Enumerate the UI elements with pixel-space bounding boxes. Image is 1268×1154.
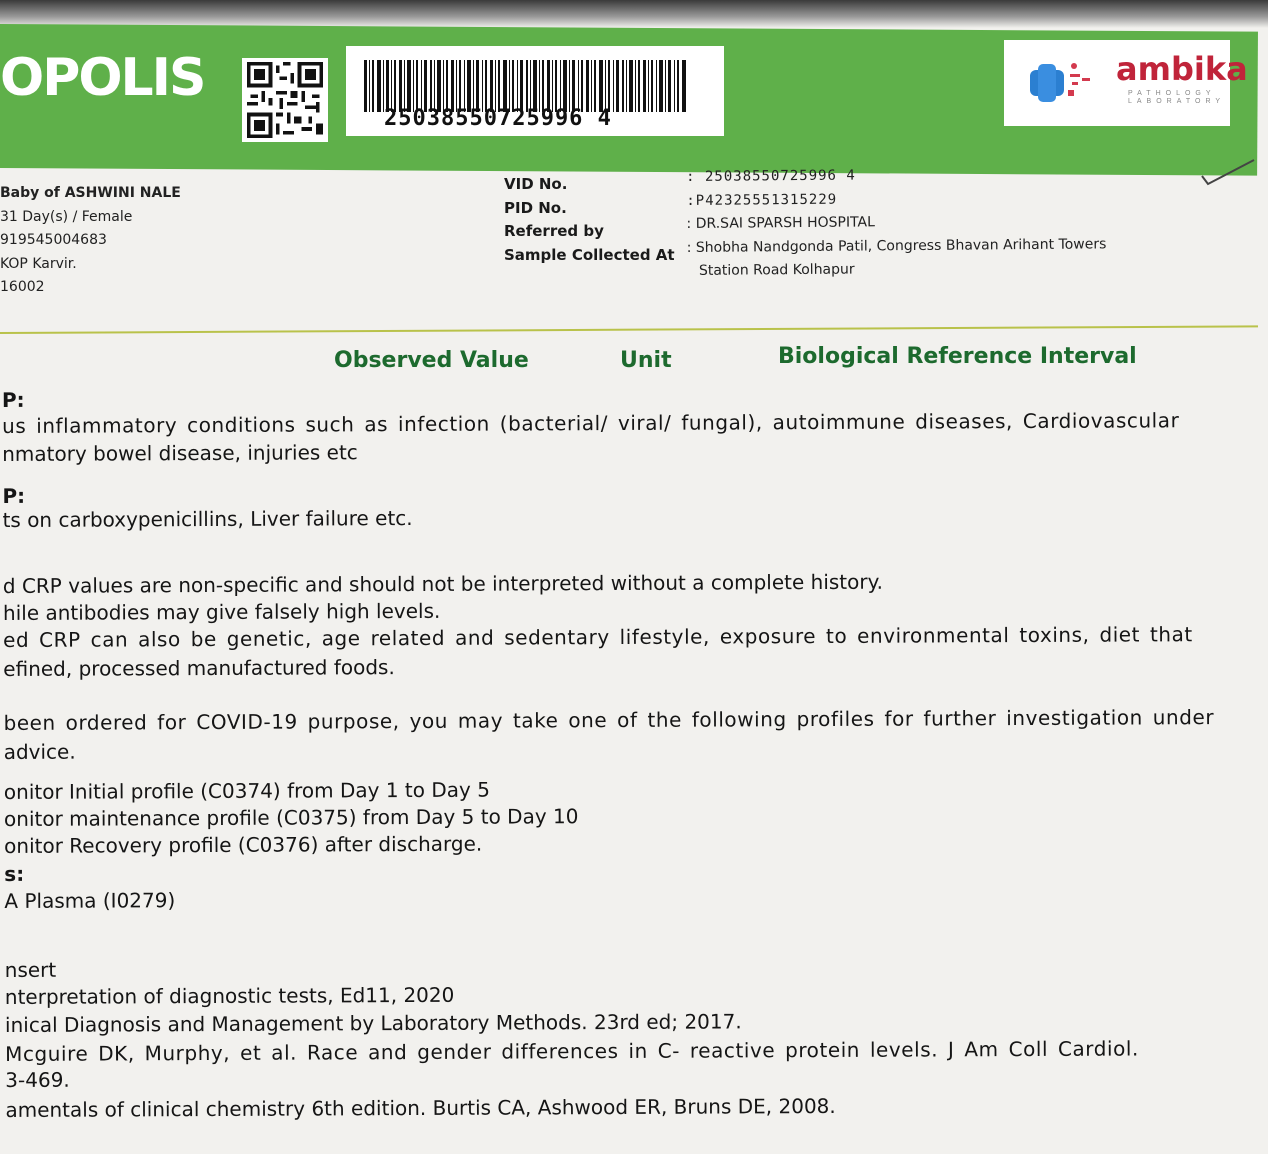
note-line: d CRP values are non-specific and should not be interpreted without a complete history. <box>2 569 883 598</box>
note-line: advice. <box>3 739 76 764</box>
vid-label: VID No. <box>504 175 568 193</box>
column-reference-interval: Biological Reference Interval <box>778 344 1137 369</box>
barcode-number: 25038550725996 4 <box>384 106 612 131</box>
note-line: P: <box>2 483 26 508</box>
note-line: onitor Initial profile (C0374) from Day 1 to Day 5 <box>3 777 490 804</box>
patient-phone: 919545004683 <box>0 232 107 248</box>
lab-logo-subtitle: PATHOLOGY LABORATORY <box>1128 90 1226 105</box>
patient-pincode: 16002 <box>0 279 45 295</box>
column-observed-value: Observed Value <box>334 348 529 373</box>
lab-logo-name: ambika <box>1116 50 1248 88</box>
vid-value: : 25038550725996 4 <box>686 167 856 185</box>
note-line: inical Diagnosis and Management by Laboratory Methods. 23rd ed; 2017. <box>4 1009 742 1037</box>
note-line: nmatory bowel disease, injuries etc <box>2 440 358 466</box>
note-line: ts on carboxypenicillins, Liver failure etc. <box>2 505 413 532</box>
referred-by-label: Referred by <box>504 222 604 240</box>
brand-logo-text: OPOLIS <box>0 48 205 108</box>
note-line: onitor Recovery profile (C0376) after discharge. <box>4 831 483 858</box>
patient-name: Baby of ASHWINI NALE <box>0 185 181 201</box>
sample-collected-value-line2: Station Road Kolhapur <box>698 261 855 279</box>
note-line: onitor maintenance profile (C0375) from Day 5 to Day 10 <box>3 804 579 831</box>
note-line: nsert <box>4 957 57 982</box>
note-line: been ordered for COVID-19 purpose, you may take one of the following profiles for further investigation under <box>3 705 1215 735</box>
note-line: s: <box>4 861 25 886</box>
note-line: P: <box>1 387 25 412</box>
patient-location: KOP Karvir. <box>0 255 77 272</box>
sample-collected-value: : Shobha Nandgonda Patil, Congress Bhavan Arihant Towers <box>686 235 1107 256</box>
note-line: nterpretation of diagnostic tests, Ed11, 2020 <box>4 982 455 1009</box>
column-unit: Unit <box>620 348 672 373</box>
note-line: amentals of clinical chemistry 6th edition. Burtis CA, Ashwood ER, Bruns DE, 2008. <box>5 1093 836 1122</box>
note-line: efined, processed manufactured foods. <box>3 655 395 681</box>
note-line: us inflammatory conditions such as infection (bacterial/ viral/ fungal), autoimmune diseases, Cardiovascular <box>2 408 1180 438</box>
note-line: 3-469. <box>5 1067 70 1092</box>
note-line: A Plasma (I0279) <box>4 888 176 913</box>
patient-age-sex: 31 Day(s) / Female <box>0 208 133 225</box>
referred-by-value: : DR.SAI SPARSH HOSPITAL <box>686 214 875 232</box>
pid-label: PID No. <box>504 198 567 217</box>
pid-value: :P42325551315229 <box>686 191 838 209</box>
note-line: hile antibodies may give falsely high levels. <box>2 598 441 625</box>
sample-collected-label: Sample Collected At <box>504 245 675 264</box>
note-line: Mcguire DK, Murphy, et al. Race and gender differences in C- reactive protein levels. J Am Coll Cardiol. <box>5 1036 1139 1066</box>
note-line: ed CRP can also be genetic, age related and sedentary lifestyle, exposure to environmental toxins, diet that <box>3 622 1193 652</box>
